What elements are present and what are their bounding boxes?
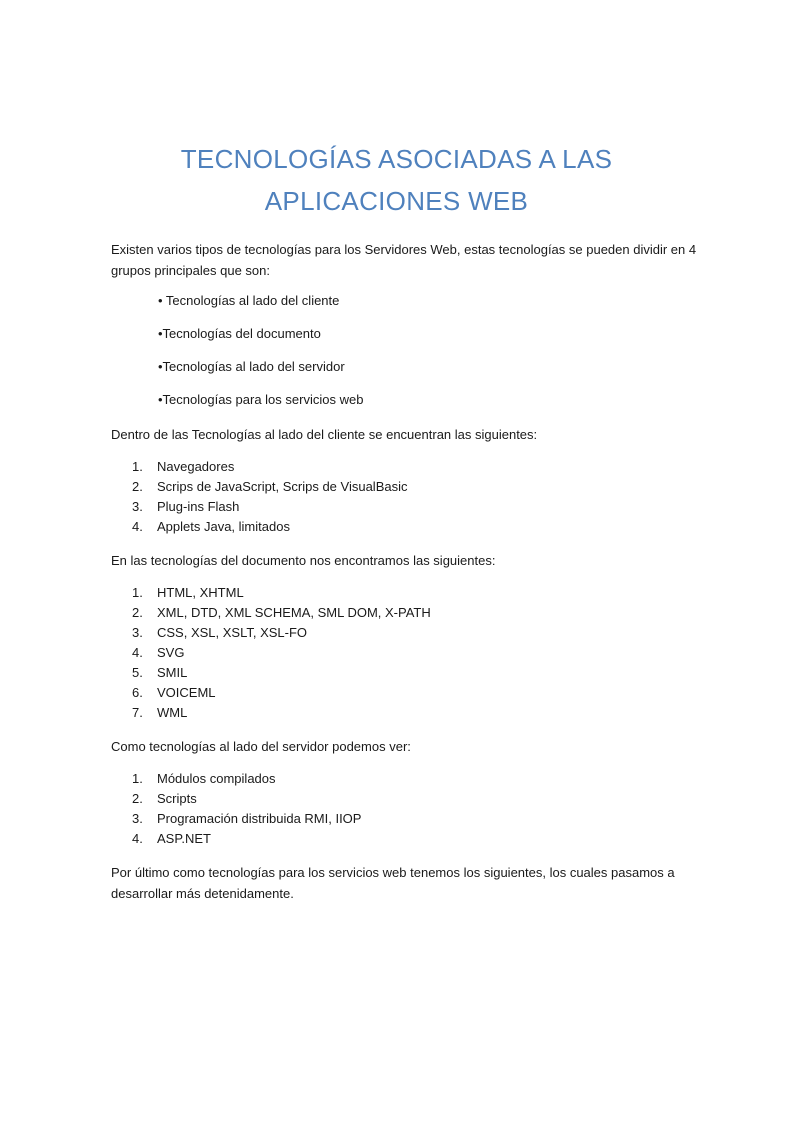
list-text: Applets Java, limitados: [157, 519, 290, 534]
closing-paragraph: Por último como tecnologías para los servicios web tenemos los siguientes, los cuales pasamos a desarrollar más detenidamente.: [111, 865, 675, 901]
list-number: 7.: [132, 705, 143, 720]
list-number: 2.: [132, 605, 143, 620]
list-text: ASP.NET: [157, 831, 211, 846]
list-number: 4.: [132, 831, 143, 846]
list-item: [132, 769, 361, 789]
list-item: [132, 829, 361, 849]
list-item: [132, 809, 361, 829]
list-number: 5.: [132, 665, 143, 680]
list-text: SVG: [157, 645, 185, 660]
group-item-web-services: •Tecnologías para los servicios web: [158, 392, 364, 407]
list-number: 3.: [132, 811, 143, 826]
document-list: [132, 583, 431, 723]
list-item: [132, 683, 431, 703]
list-item: [132, 789, 361, 809]
title-line-1: TECNOLOGÍAS ASOCIADAS A LAS: [180, 144, 613, 174]
list-text: SMIL: [157, 665, 188, 680]
list-text: Módulos compilados: [157, 771, 276, 786]
list-item: [132, 703, 431, 723]
list-text: CSS, XSL, XSLT, XSL-FO: [157, 625, 308, 640]
list-item: [132, 643, 431, 663]
list-number: 3.: [132, 499, 143, 514]
list-item: [132, 623, 431, 643]
list-text: HTML, XHTML: [157, 585, 244, 600]
list-item: [132, 477, 407, 497]
list-item: [132, 663, 431, 683]
list-item: [132, 497, 407, 517]
list-number: 1.: [132, 771, 143, 786]
list-number: 6.: [132, 685, 143, 700]
client-list: [132, 457, 407, 537]
document-intro: En las tecnologías del documento nos encontramos las siguientes:: [111, 553, 496, 568]
list-text: Navegadores: [157, 459, 235, 474]
group-item-client: • Tecnologías al lado del cliente: [158, 293, 340, 308]
list-number: 2.: [132, 479, 143, 494]
server-list: [132, 769, 361, 849]
list-number: 1.: [132, 585, 143, 600]
list-item: [132, 603, 431, 623]
title-line-2: APLICACIONES WEB: [264, 186, 529, 216]
list-text: Programación distribuida RMI, IIOP: [157, 811, 362, 826]
list-number: 2.: [132, 791, 143, 806]
group-item-server: •Tecnologías al lado del servidor: [158, 359, 345, 374]
list-item: [132, 457, 407, 477]
list-text: Scrips de JavaScript, Scrips de VisualBasic: [157, 479, 408, 494]
list-number: 4.: [132, 519, 143, 534]
intro-paragraph: Existen varios tipos de tecnologías para los Servidores Web, estas tecnologías se pueden dividir en 4 grupos principales que son:: [111, 242, 697, 278]
list-number: 3.: [132, 625, 143, 640]
group-item-document: •Tecnologías del documento: [158, 326, 321, 341]
list-text: Scripts: [157, 791, 197, 806]
list-text: Plug-ins Flash: [157, 499, 240, 514]
server-intro: Como tecnologías al lado del servidor podemos ver:: [111, 739, 411, 754]
list-number: 1.: [132, 459, 143, 474]
list-number: 4.: [132, 645, 143, 660]
list-item: [132, 583, 431, 603]
list-text: VOICEML: [157, 685, 216, 700]
client-intro: Dentro de las Tecnologías al lado del cliente se encuentran las siguientes:: [111, 427, 538, 442]
list-text: WML: [157, 705, 188, 720]
list-item: [132, 517, 407, 537]
list-text: XML, DTD, XML SCHEMA, SML DOM, X-PATH: [157, 605, 431, 620]
